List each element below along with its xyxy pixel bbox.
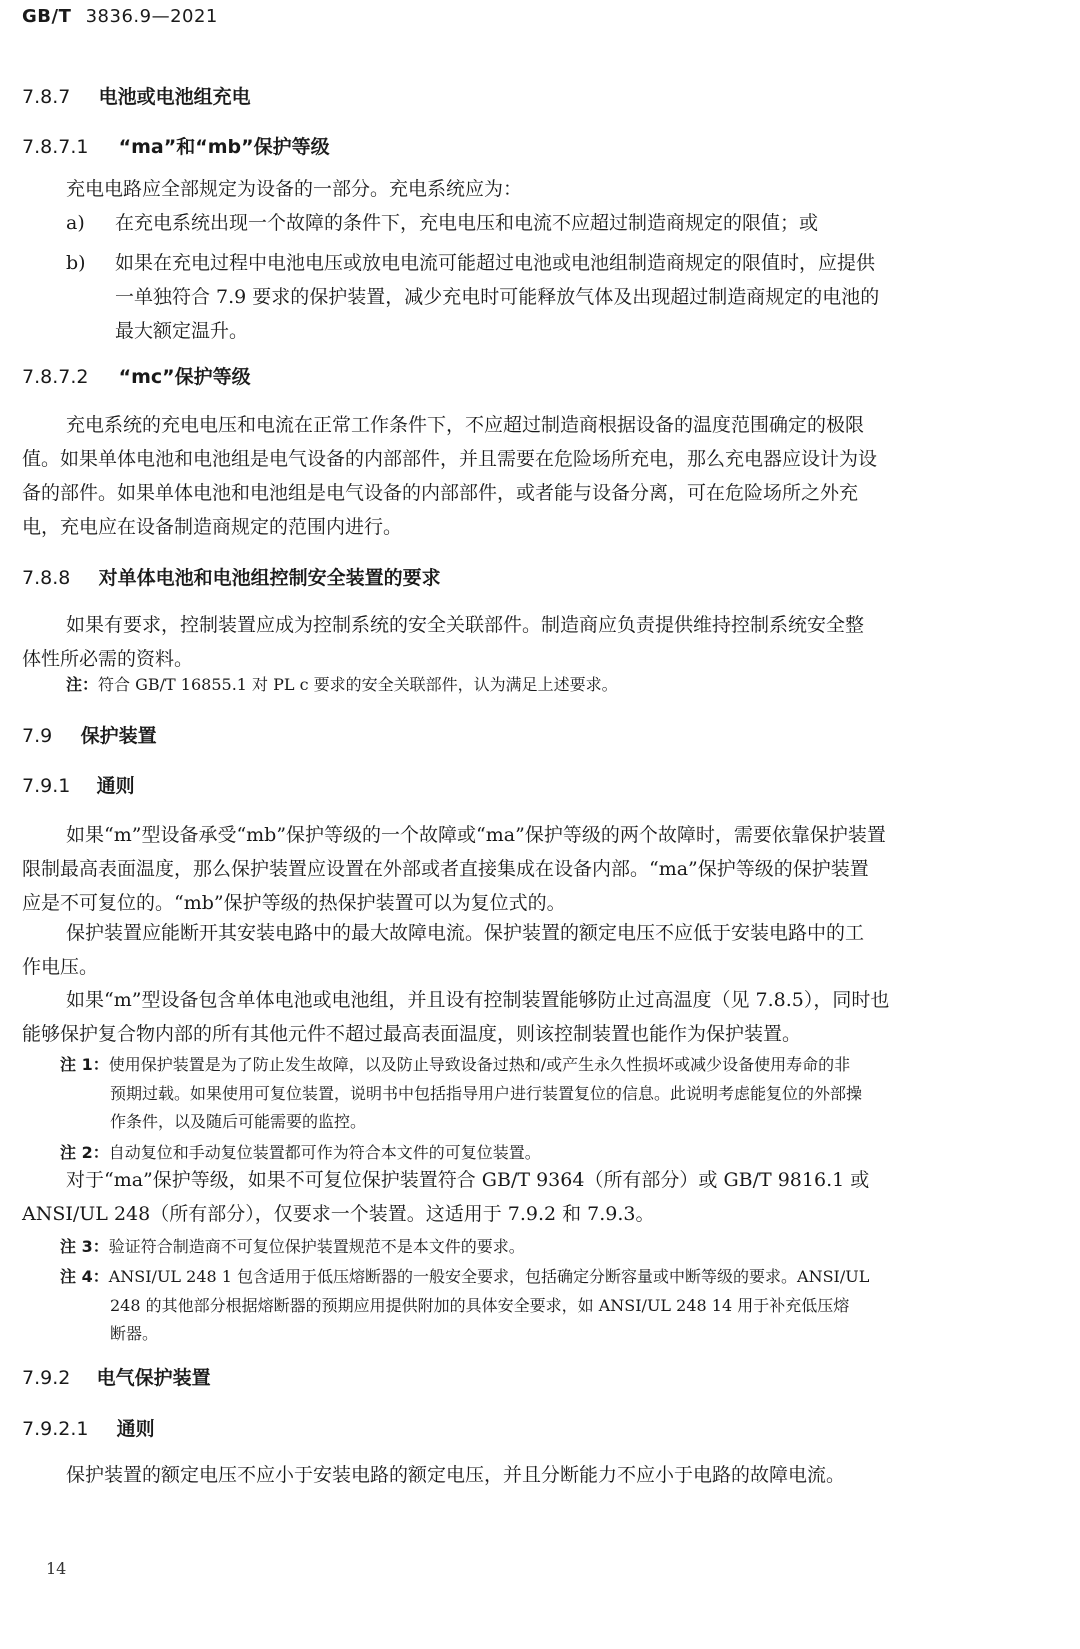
paragraph (22, 983, 889, 1051)
text-line: 作条件，以及随后可能需要的监控。 (110, 1112, 367, 1131)
note-1 (60, 1051, 862, 1137)
paragraph (22, 818, 886, 920)
text-line: 对于“ma”保护等级，如果不可复位保护装置符合 GB/T 9364（所有部分）或 GB/T 9816.1 或 (66, 1169, 870, 1191)
heading-number: 7.9.2.1 (22, 1418, 89, 1440)
text-line: 限制最高表面温度，那么保护装置应设置在外部或者直接集成在设备内部。“ma”保护等级的保护装置 (22, 858, 869, 880)
heading-number: 7.9.1 (22, 775, 71, 797)
heading-title: 保护装置 (80, 725, 157, 747)
text-line: 能够保护复合物内部的所有其他元件不超过最高表面温度，则该控制装置也能作为保护装置。 (22, 1023, 802, 1045)
heading-number: 7.8.7 (22, 86, 71, 108)
paragraph: 充电电路应全部规定为设备的一部分。充电系统应为： (66, 178, 523, 200)
note (66, 671, 618, 700)
list-item-text: 在充电系统出现一个故障的条件下，充电电压和电流不应超过制造商规定的限值；或 (115, 212, 819, 234)
paragraph (22, 608, 864, 676)
text-line: 作电压。 (22, 956, 99, 978)
text-line: 248 的其他部分根据熔断器的预期应用提供附加的具体安全要求，如 ANSI/UL 248 14 用于补充低压熔 (110, 1295, 850, 1315)
heading-7-8-7-2 (22, 362, 251, 389)
text-line: 备的部件。如果单体电池和电池组是电气设备的内部部件，或者能与设备分离，可在危险场所之外充 (22, 482, 859, 504)
header-number: 3836.9—2021 (85, 6, 218, 27)
heading-number: 7.8.7.1 (22, 136, 89, 158)
heading-7-9 (22, 721, 157, 748)
text-line: 体性所必需的资料。 (22, 648, 194, 670)
text-line: 最大额定温升。 (115, 320, 249, 342)
heading-number: 7.9 (22, 725, 53, 747)
text-line: 电，充电应在设备制造商规定的范围内进行。 (22, 516, 403, 538)
note-3 (60, 1233, 525, 1262)
heading-title: 电气保护装置 (96, 1367, 211, 1389)
heading-title: 对单体电池和电池组控制安全装置的要求 (98, 567, 441, 589)
paragraph (22, 408, 877, 544)
heading-number: 7.8.7.2 (22, 366, 89, 388)
text-line: 保护装置应能断开其安装电路中的最大故障电流。保护装置的额定电压不应低于安装电路中的工 (66, 922, 865, 944)
heading-7-8-7 (22, 82, 251, 109)
note-4 (60, 1263, 869, 1349)
paragraph (22, 1163, 869, 1231)
note-label: 注 3： (60, 1237, 109, 1256)
text-line: 一单独符合 7.9 要求的保护装置，减少充电时可能释放气体及出现超过制造商规定的电池的 (115, 286, 880, 308)
page-number: 14 (46, 1559, 67, 1578)
text-line: 充电系统的充电电压和电流在正常工作条件下，不应超过制造商根据设备的温度范围确定的极限 (66, 414, 865, 436)
note-label: 注 2： (60, 1143, 109, 1162)
text-line: 预期过载。如果使用可复位装置，说明书中包括指导用户进行装置复位的信息。此说明考虑能复位的外部操 (110, 1083, 863, 1103)
heading-7-8-8 (22, 563, 441, 590)
text-line: ANSI/UL 248（所有部分），仅要求一个装置。这适用于 7.9.2 和 7.9.3。 (22, 1203, 655, 1225)
paragraph (22, 916, 864, 984)
note-label: 注 4： (60, 1267, 109, 1286)
heading-7-8-7-1 (22, 132, 330, 159)
heading-number: 7.9.2 (22, 1367, 71, 1389)
running-header (22, 6, 218, 27)
heading-7-9-2 (22, 1363, 211, 1390)
text-line: 断器。 (110, 1324, 159, 1343)
heading-title: 电池或电池组充电 (98, 86, 251, 108)
text-line: 如果有要求，控制装置应成为控制系统的安全关联部件。制造商应负责提供维持控制系统安全整 (66, 614, 865, 636)
text-line: 值。如果单体电池和电池组是电气设备的内部部件，并且需要在危险场所充电，那么充电器应设计为设 (22, 448, 878, 470)
heading-title: “mc”保护等级 (118, 366, 251, 388)
heading-title: “ma”和“mb”保护等级 (118, 136, 330, 158)
note-text: 符合 GB/T 16855.1 对 PL c 要求的安全关联部件，认为满足上述要求。 (98, 675, 618, 694)
paragraph: 保护装置的额定电压不应小于安装电路的额定电压，并且分断能力不应小于电路的故障电流。 (66, 1464, 846, 1486)
note-label: 注 1： (60, 1055, 109, 1074)
text-line: 如果在充电过程中电池电压或放电电流可能超过电池或电池组制造商规定的限值时，应提供 (115, 252, 876, 274)
heading-title: 通则 (116, 1418, 155, 1440)
heading-7-9-2-1 (22, 1414, 155, 1441)
text-line: 应是不可复位的。“mb”保护等级的热保护装置可以为复位式的。 (22, 892, 566, 914)
header-standard: GB/T (22, 6, 72, 27)
text-line: 如果“m”型设备承受“mb”保护等级的一个故障或“ma”保护等级的两个故障时，需要依靠保护装置 (66, 824, 886, 846)
list-item-label: a) (66, 212, 85, 234)
text-line: ANSI/UL 248 1 包含适用于低压熔断器的一般安全要求，包括确定分断容量或中断等级的要求。ANSI/UL (108, 1267, 870, 1286)
list-item-label: b) (66, 252, 86, 274)
note-text: 验证符合制造商不可复位保护装置规范不是本文件的要求。 (108, 1237, 525, 1256)
note-text: 自动复位和手动复位装置都可作为符合本文件的可复位装置。 (108, 1143, 541, 1162)
text-line: 使用保护装置是为了防止发生故障，以及防止导致设备过热和/或产生永久性损坏或减少设备使用寿命的非 (108, 1055, 851, 1074)
list-item-text (115, 246, 879, 348)
heading-7-9-1 (22, 771, 135, 798)
heading-title: 通则 (96, 775, 135, 797)
heading-number: 7.8.8 (22, 567, 71, 589)
note-label: 注： (66, 675, 99, 694)
text-line: 如果“m”型设备包含单体电池或电池组，并且设有控制装置能够防止过高温度（见 7.8.5），同时也 (66, 989, 890, 1011)
